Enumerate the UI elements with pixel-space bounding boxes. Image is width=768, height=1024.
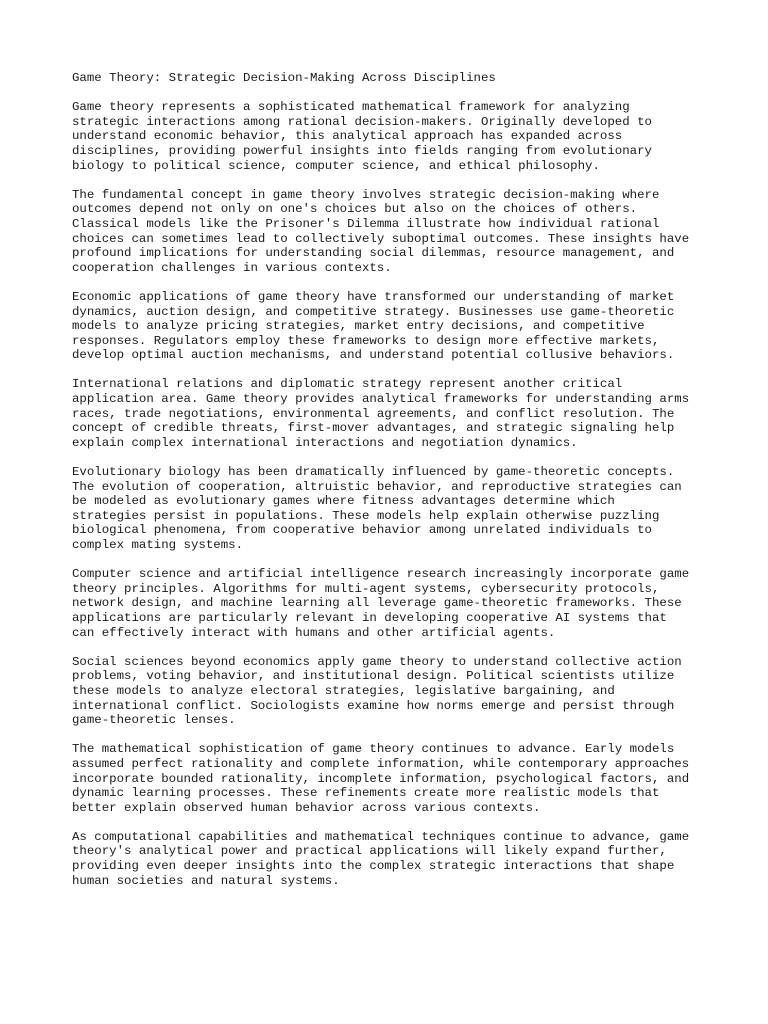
paragraph: Computer science and artificial intelligence research increasingly incorporate game theory principles. Algorithms for multi-agent systems, cybersecurity protocols, network design, and machine learning all leverage game-theoretic frameworks. These applications are particularly relevant in developing cooperative AI systems that can effectively interact with humans and other artificial agents. bbox=[72, 567, 690, 640]
paragraph: International relations and diplomatic strategy represent another critical application area. Game theory provides analytical frameworks for understanding arms races, trade negotiations, environmental agreements, and conflict resolution. The concept of credible threats, first-mover advantages, and strategic signaling help explain complex international interactions and negotiation dynamics. bbox=[72, 377, 690, 450]
paragraph: Economic applications of game theory have transformed our understanding of market dynamics, auction design, and competitive strategy. Businesses use game-theoretic models to analyze pricing strategies, market entry decisions, and competitive responses. Regulators employ these frameworks to design more effective markets, develop optimal auction mechanisms, and understand potential collusive behaviors. bbox=[72, 289, 675, 363]
paragraph: Evolutionary biology has been dramatically influenced by game-theoretic concepts. The evolution of cooperation, altruistic behavior, and reproductive strategies can be modeled as evolutionary games where fitness advantages determine which strategies persist in populations. These models help explain otherwise puzzling biological phenomena, from cooperative behavior among unrelated individuals to complex mating systems. bbox=[72, 465, 682, 552]
paragraph: Game theory represents a sophisticated mathematical framework for analyzing strategic interactions among rational decision-makers. Originally developed to understand economic behavior, this analytical approach has expanded across disciplines, providing powerful insights into fields ranging from evolutionary biology to political science, computer science, and ethical philosophy. bbox=[72, 100, 652, 173]
document-title: Game Theory: Strategic Decision-Making Across Disciplines bbox=[72, 71, 496, 85]
paragraph: The fundamental concept in game theory involves strategic decision-making where outcomes depend not only on one's choices but also on the choices of others. Classical models like the Prisoner's Dilemma illustrate how individual rational choices can sometimes lead to collectively suboptimal outcomes. These insights have profound implications for understanding social dilemmas, resource management, and cooperation challenges in various contexts. bbox=[72, 187, 690, 275]
document-page bbox=[72, 71, 702, 903]
paragraph: As computational capabilities and mathematical techniques continue to advance, game theory's analytical power and practical applications will likely expand further, providing even deeper insights into the complex strategic interactions that shape human societies and natural systems. bbox=[72, 829, 690, 888]
paragraph: Social sciences beyond economics apply game theory to understand collective action problems, voting behavior, and institutional design. Political scientists utilize these models to analyze electoral strategies, legislative bargaining, and international conflict. Sociologists examine how norms emerge and persist through game-theoretic lenses. bbox=[72, 654, 682, 728]
paragraph: The mathematical sophistication of game theory continues to advance. Early models assumed perfect rationality and complete information, while contemporary approaches incorporate bounded rationality, incomplete information, psychological factors, and dynamic learning processes. These refinements create more realistic models that better explain observed human behavior across various contexts. bbox=[72, 742, 690, 815]
